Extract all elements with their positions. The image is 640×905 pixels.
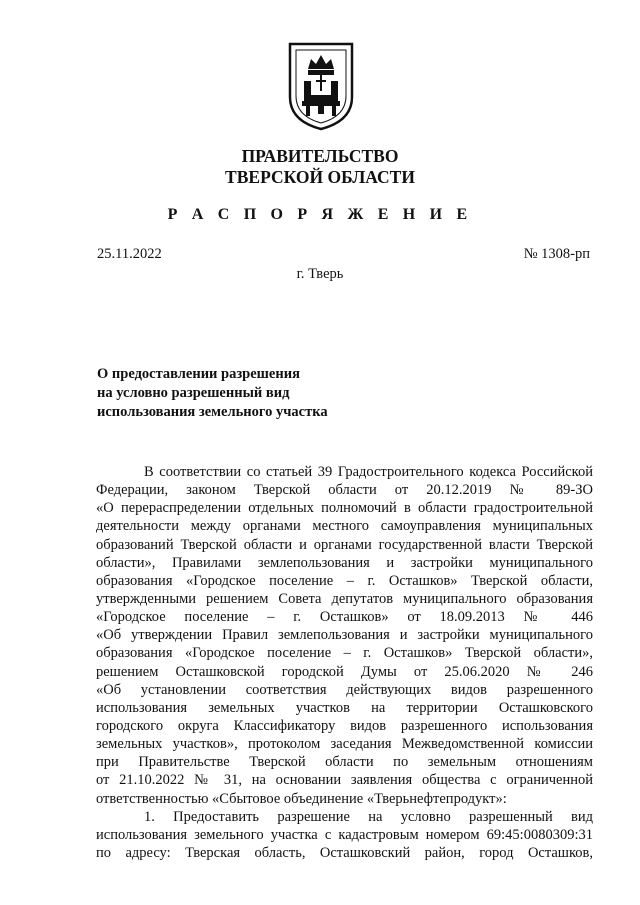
body-line: от 21.10.2022 № 31, на основании заявления общества с ограниченной [96,772,593,789]
document-subject [97,365,328,422]
government-title-line-2: ТВЕРСКОЙ ОБЛАСТИ [225,167,415,187]
document-date: 25.11.2022 [97,246,162,262]
body-line: городского округа Классификатору видов разрешенного использования [96,717,593,734]
government-title [0,146,640,188]
subject-line: О предоставлении разрешения [97,366,300,382]
body-line: ответственностью «Сбытовое объединение «Тверьнефтепродукт»: [96,790,507,807]
body-line: области», Правилами землепользования и застройки муниципального [96,554,593,571]
government-title-line-1: ПРАВИТЕЛЬСТВО [241,146,399,166]
body-line: по адресу: Тверская область, Осташковский район, город Осташков, [96,844,593,861]
document-body [96,463,593,862]
body-line: решением Осташковской городской Думы от 25.06.2020 № 246 [96,663,593,680]
body-line: деятельности между органами местного самоуправления муниципальных [96,518,593,535]
body-line: «О перераспределении отдельных полномочий в области градостроительной [96,500,593,517]
document-city: г. Тверь [296,266,344,282]
body-line: утвержденными решением Совета депутатов муниципального образования [96,590,593,607]
body-line: 1. Предоставить разрешение на условно разрешенный вид [144,808,593,825]
document-number: № 1308-рп [523,246,590,262]
body-line: «Об утверждении Правил землепользования и застройки муниципального [96,627,593,644]
body-line: Федерации, законом Тверской области от 20.12.2019 № 89-ЗО [96,482,593,499]
body-line: «Городское поселение – г. Осташков» от 18.09.2013 № 446 [96,609,593,626]
body-line: при Правительстве Тверской области по земельным отношениям [96,754,593,771]
body-line: образования «Городское поселение – г. Осташков» Тверской области, [96,572,593,589]
body-line: образования «Городское поселение – г. Осташков» Тверской области», [96,645,593,662]
subject-line: на условно разрешенный вид [97,385,290,401]
tver-coat-of-arms-emblem [287,41,355,131]
body-line: использования земельного участка с кадастровым номером 69:45:0080309:31 [96,826,593,843]
body-line: земельных участков», протоколом заседания Межведомственной комиссии [96,736,593,753]
body-line: В соответствии со статьей 39 Градостроительного кодекса Российской [144,464,593,480]
body-line: образований Тверской области и органами государственной власти Тверской [96,536,593,553]
document-type-heading: Р А С П О Р Я Ж Е Н И Е [167,206,473,223]
subject-line: использования земельного участка [97,404,328,420]
body-line: «Об установлении соответствия действующих видов разрешенного [96,681,593,698]
body-line: использования земельных участков на территории Осташковского [96,699,593,716]
